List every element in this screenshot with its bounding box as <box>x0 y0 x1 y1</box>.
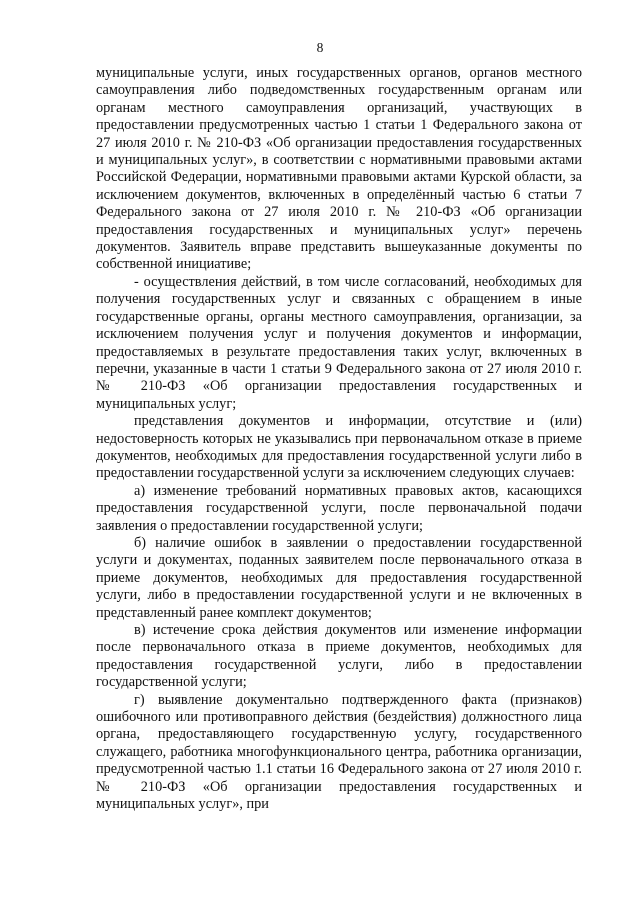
document-body <box>96 65 582 813</box>
paragraph-case-c: в) истечение срока действия документов или изменение информации после первоначального отказа в приеме документов, необходимых для предоставления государственной услуги, либо в предоставлении государственной услуги; <box>96 622 582 691</box>
paragraph-agencies-list: муниципальные услуги, иных государственных органов, органов местного самоуправления либо подведомственных государственным органам или органам местного самоуправления организаций, участвующих в предоставлении предусмотренных частью 1 статьи 1 Федерального закона от 27 июля 2010 г. № 210-ФЗ «Об организации предоставления государственных и муниципальных услуг», в соответствии с нормативными правовыми актами Российской Федерации, нормативными правовыми актами Курской области, за исключением документов, включенных в определённый частью 6 статьи 7 Федерального закона от 27 июля 2010 г. № 210-ФЗ «Об организации предоставления государственных и муниципальных услуг» перечень документов. Заявитель вправе представить вышеуказанные документы по собственной инициативе; <box>96 65 582 273</box>
paragraph-case-b: б) наличие ошибок в заявлении о предоставлении государственной услуги и документах, поданных заявителем после первоначального отказа в приеме документов, необходимых для предоставления государственной услуги, либо в предоставлении государственной услуги и не включенных в представленный ранее комплект документов; <box>96 534 582 621</box>
paragraph-actions-approvals: - осуществления действий, в том числе согласований, необходимых для получения государственных услуг и связанных с обращением в иные государственные органы, органы местного самоуправления, организации, за исключением получения услуг и получения документов и информации, предоставляемых в результате предоставления таких услуг, включенных в перечни, указанные в части 1 статьи 9 Федерального закона от 27 июля 2010 г. № 210-ФЗ «Об организации предоставления государственных и муниципальных услуг; <box>96 273 582 412</box>
paragraph-case-d: г) выявление документально подтвержденного факта (признаков) ошибочного или противоправного действия (бездействия) должностного лица органа, предоставляющего государственную услугу, государственного служащего, работника многофункционального центра, работника организации, предусмотренной частью 1.1 статьи 16 Федерального закона от 27 июля 2010 г. № 210-ФЗ «Об организации предоставления государственных и муниципальных услуг», при <box>96 691 582 813</box>
paragraph-case-a: а) изменение требований нормативных правовых актов, касающихся предоставления государственной услуги, после первоначальной подачи заявления о предоставлении государственной услуги; <box>96 482 582 534</box>
page-number: 8 <box>316 40 324 55</box>
paragraph-documents-submission: представления документов и информации, отсутствие и (или) недостоверность которых не указывались при первоначальном отказе в приеме документов, необходимых для предоставления государственной услуги либо в предоставлении государственной услуги за исключением следующих случаев: <box>96 413 582 482</box>
